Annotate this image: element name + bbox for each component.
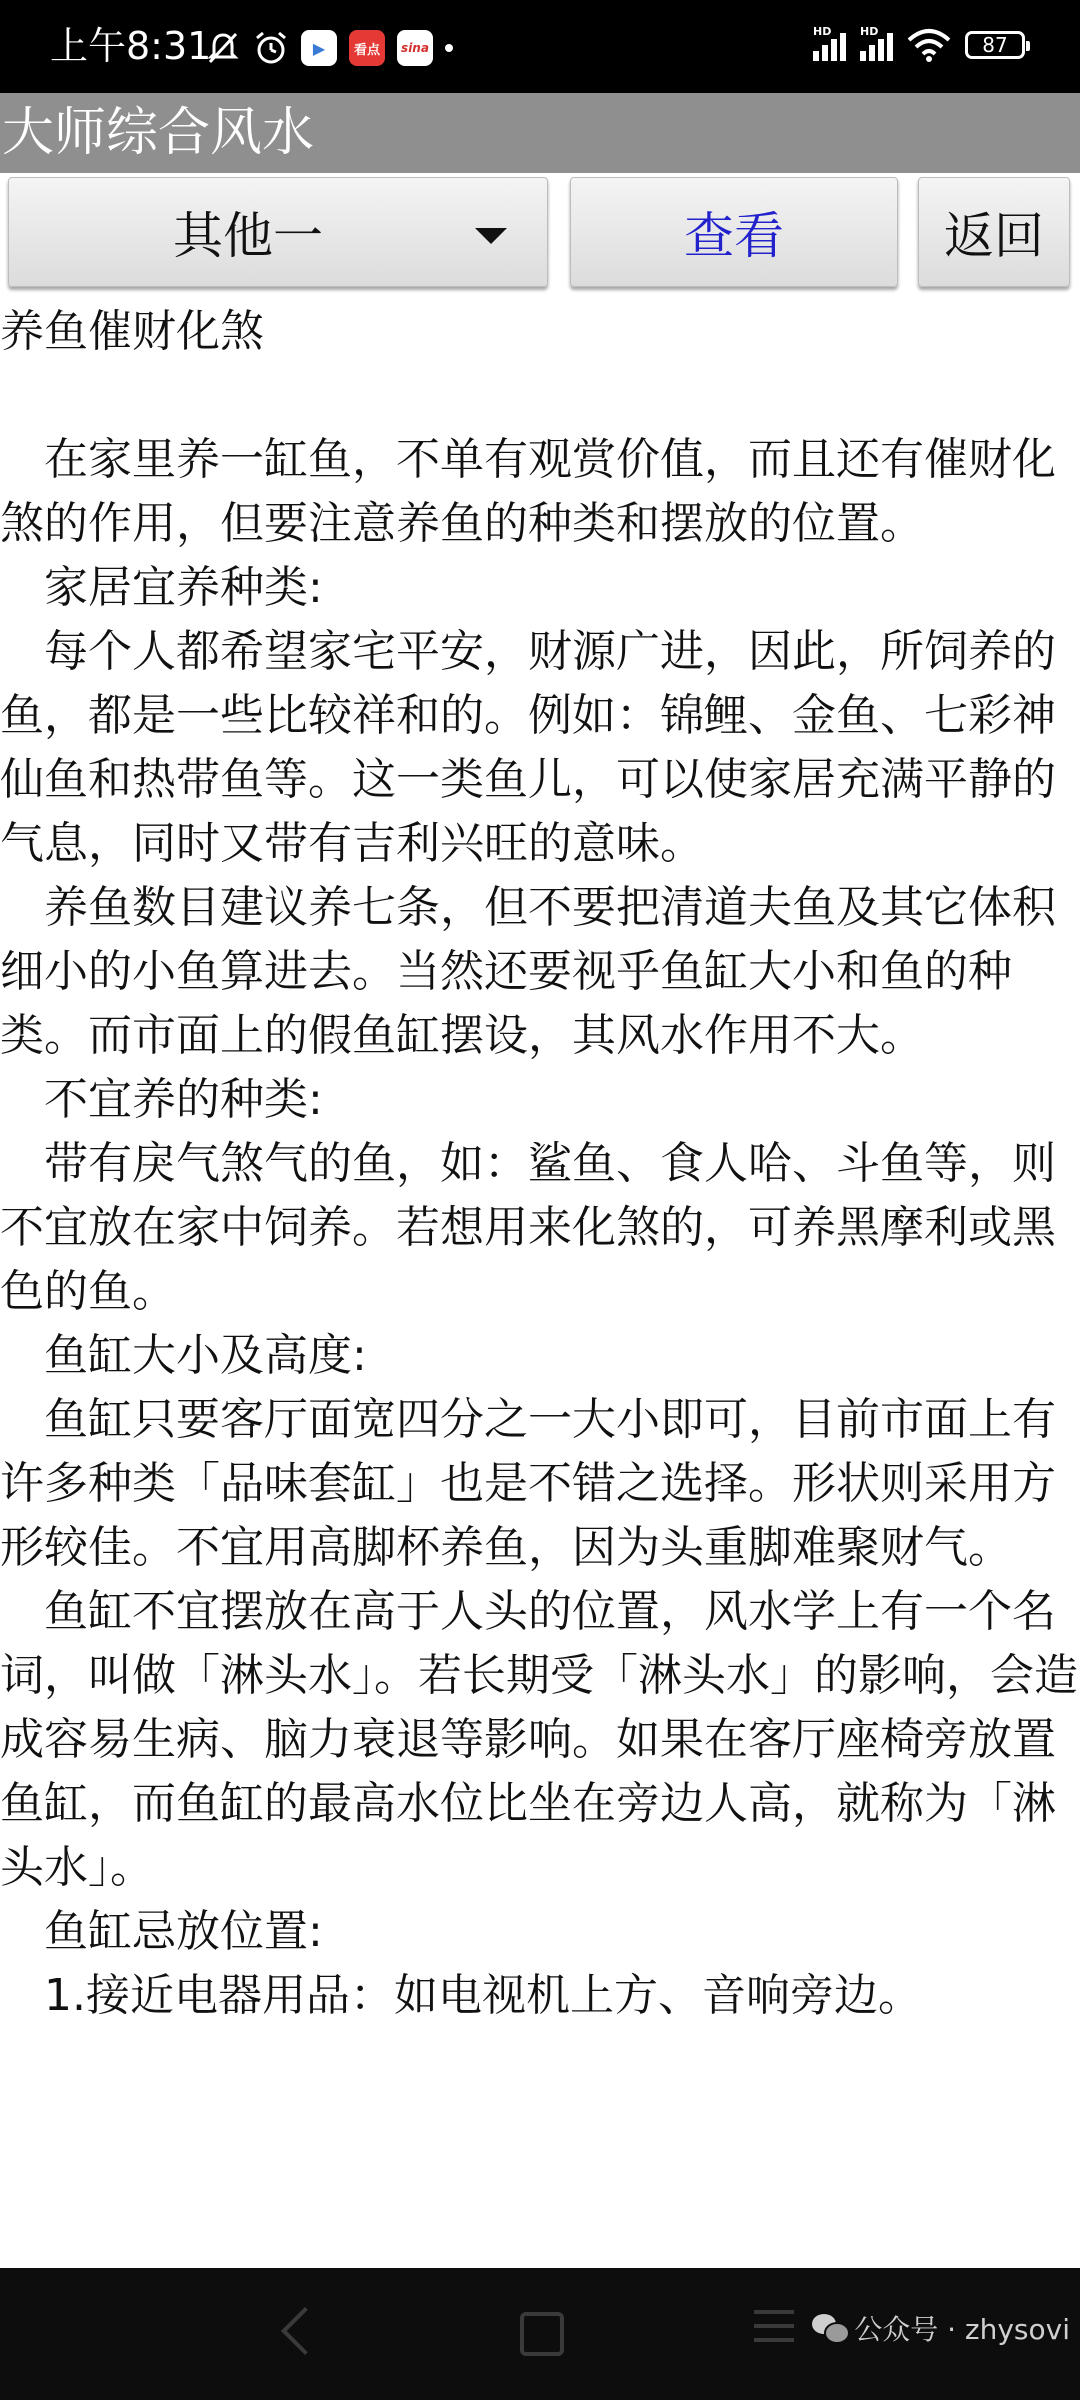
app-title: 大师综合风水 (2, 103, 315, 163)
wechat-icon (812, 2314, 846, 2342)
wifi-icon (907, 28, 951, 62)
article-section-title: 鱼缸大小及高度: (44, 1330, 367, 1381)
nav-home-icon[interactable] (520, 2312, 564, 2356)
nav-back-icon[interactable] (281, 2307, 329, 2355)
article-paragraph: 1.接近电器用品：如电视机上方、音响旁边。 (44, 1970, 922, 2021)
sina-app-icon: sina (397, 30, 433, 66)
signal-icon (813, 25, 846, 61)
article-section-title: 鱼缸忌放位置: (44, 1906, 323, 1957)
article-paragraph: 每个人都希望家宅平安，财源广进，因此，所饲养的鱼，都是一些比较祥和的。例如：锦鲤、金鱼、七彩神仙鱼和热带鱼等。这一类鱼儿，可以使家居充满平静的气息，同时又带有吉利兴旺的意味。 (0, 626, 1056, 869)
back-button[interactable]: 返回 (918, 177, 1070, 287)
news-app-icon: 看点 (349, 30, 385, 66)
status-system-icons (813, 25, 1025, 62)
category-select[interactable] (8, 177, 548, 287)
battery-icon: 87 (965, 31, 1025, 59)
status-time: 上午8:31 (50, 24, 212, 68)
article-section-title: 家居宜养种类: (44, 562, 323, 613)
mute-bell-icon (205, 30, 241, 66)
navigation-bar (0, 2268, 1080, 2400)
watermark (812, 2308, 1070, 2348)
article-paragraph: 养鱼数目建议养七条，但不要把清道夫鱼及其它体积细小的小鱼算进去。当然还要视乎鱼缸大小和鱼的种类。而市面上的假鱼缸摆设，其风水作用不大。 (0, 882, 1056, 1061)
signal-icon (860, 25, 893, 61)
article-paragraph: 在家里养一缸鱼，不单有观赏价值，而且还有催财化煞的作用，但要注意养鱼的种类和摆放的位置。 (0, 434, 1056, 549)
hd-label: HD (813, 25, 832, 38)
category-select-value: 其他一 (173, 207, 323, 265)
article-content[interactable] (0, 300, 1078, 2268)
watermark-text: 公众号 · zhysovi (854, 2313, 1070, 2346)
alarm-icon (253, 30, 289, 66)
video-app-icon: ▶ (301, 30, 337, 66)
nav-menu-icon[interactable] (754, 2310, 794, 2352)
status-bar (0, 0, 1080, 93)
chevron-down-icon (475, 228, 507, 244)
status-notification-icons (205, 30, 453, 66)
article-paragraph: 鱼缸不宜摆放在高于人头的位置，风水学上有一个名词，叫做「淋头水」。若长期受「淋头水」的影响，会造成容易生病、脑力衰退等影响。如果在客厅座椅旁放置鱼缸，而鱼缸的最高水位比坐在旁边人高，就称为「淋头水」。 (0, 1586, 1078, 1893)
app-title-bar (0, 93, 1080, 173)
hd-label: HD (860, 25, 879, 38)
article-section-title: 不宜养的种类: (44, 1074, 323, 1125)
view-button[interactable]: 查看 (570, 177, 898, 287)
more-notifications-dot (445, 44, 453, 52)
article-heading: 养鱼催财化煞 (0, 306, 264, 357)
article-paragraph: 鱼缸只要客厅面宽四分之一大小即可，目前市面上有许多种类「品味套缸」也是不错之选择。形状则采用方形较佳。不宜用高脚杯养鱼，因为头重脚难聚财气。 (0, 1394, 1056, 1573)
article-paragraph: 带有戾气煞气的鱼，如：鲨鱼、食人哈、斗鱼等，则不宜放在家中饲养。若想用来化煞的，可养黑摩利或黑色的鱼。 (0, 1138, 1056, 1317)
